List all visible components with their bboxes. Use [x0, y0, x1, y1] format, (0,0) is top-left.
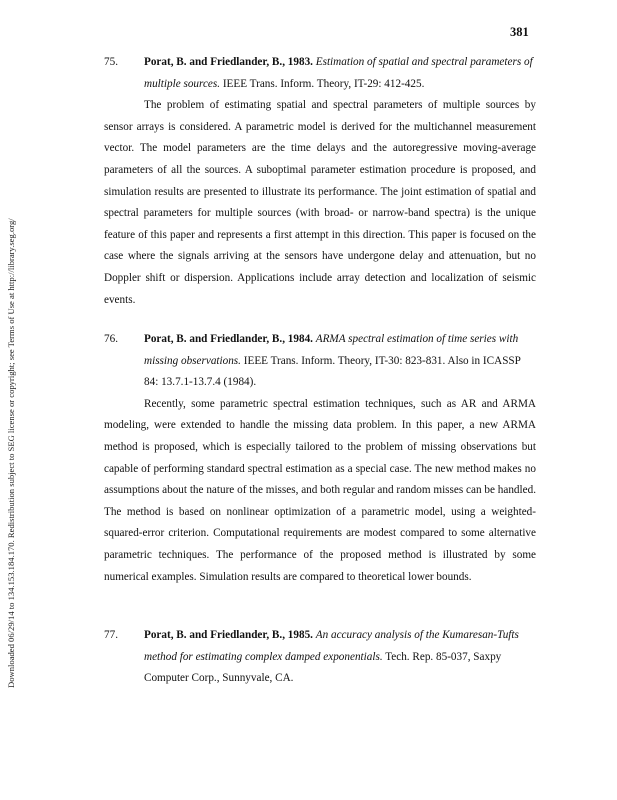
entry-authors: Porat, B. and Friedlander, B., 1985.	[144, 629, 313, 641]
download-notice: Downloaded 06/29/14 to 134.153.184.170. Redistribution subject to SEG license or copyright; see Terms of Use at http://library.seg.org/	[6, 218, 16, 688]
entry-abstract: Recently, some parametric spectral estimation techniques, such as AR and ARMA modeling, were extended to handle the missing data problem. In this paper, a new ARMA method is proposed, which is especially tailored to the problem of missing observations but capable of performing standard spectral estimation as a special case. The new method makes no assumptions about the nature of the misses, and both regular and random misses can be handled. The method is based on nonlinear optimization of a parametric model, using a weighted-squared-error criterion. Computational requirements are modest compared to some alternative parametric techniques. The performance of the proposed method is illustrated by some numerical examples. Simulation results are compared to theoretical lower bounds.	[104, 397, 536, 583]
entry-title: An accuracy analysis of the Kumaresan-Tufts method for estimating complex damped exponentials.	[144, 629, 519, 663]
bibliography-entry-77	[104, 625, 536, 690]
reference-citation	[104, 625, 536, 690]
entry-authors: Porat, B. and Friedlander, B., 1983.	[144, 56, 313, 68]
page-number: 381	[510, 25, 529, 39]
bibliography-entry-75	[104, 52, 536, 311]
entry-number: 77.	[104, 629, 118, 641]
reference-citation	[104, 52, 536, 95]
entry-title: Estimation of spatial and spectral parameters of multiple sources.	[144, 56, 533, 90]
entry-title: ARMA spectral estimation of time series with missing observations.	[144, 333, 519, 367]
entry-number: 75.	[104, 56, 118, 68]
bibliography-entry-76	[104, 329, 536, 588]
entry-source: IEEE Trans. Inform. Theory, IT-29: 412-425.	[222, 77, 425, 90]
entry-source: Tech. Rep. 85-037, Saxpy Computer Corp., Sunnyvale, CA.	[144, 650, 502, 685]
entry-number: 76.	[104, 333, 118, 345]
entry-source: IEEE Trans. Inform. Theory, IT-30: 823-831. Also in ICASSP 84: 13.7.1-13.7.4 (1984).	[144, 354, 521, 389]
entry-abstract: The problem of estimating spatial and spectral parameters of multiple sources by sensor arrays is considered. A parametric model is derived for the multichannel measurement vector. The model parameters are the time delays and the autoregressive moving-average parameters of all the sources. A suboptimal parameter estimation procedure is proposed, and simulation results are presented to illustrate its performance. The joint estimation of spatial and spectral parameters for multiple sources (with broad- or narrow-band spectra) is the unique feature of this paper and represents a first attempt in this direction. This paper is focused on the case where the signals arriving at the sensors have undergone delay and attenuation, but no Doppler shift or dispersion. Applications include array detection and localization of seismic events.	[104, 99, 536, 306]
entry-authors: Porat, B. and Friedlander, B., 1984.	[144, 333, 313, 345]
reference-citation	[104, 329, 536, 394]
